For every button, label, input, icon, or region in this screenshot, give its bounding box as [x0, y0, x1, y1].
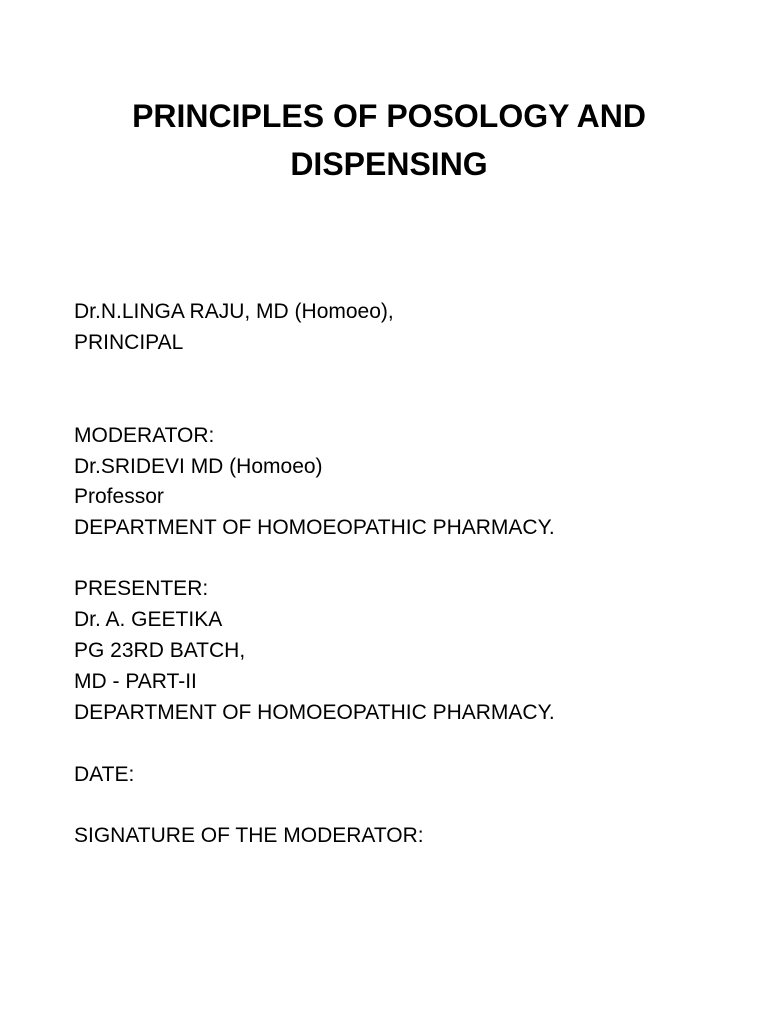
- presenter-department: DEPARTMENT OF HOMOEOPATHIC PHARMACY.: [74, 701, 555, 724]
- date-label: DATE:: [74, 763, 135, 786]
- presenter-heading: PRESENTER:: [74, 577, 209, 600]
- title-line-1: PRINCIPLES OF POSOLOGY AND: [132, 98, 646, 134]
- moderator-heading: MODERATOR:: [74, 424, 215, 447]
- moderator-department: DEPARTMENT OF HOMOEOPATHIC PHARMACY.: [74, 516, 555, 539]
- presenter-batch: PG 23RD BATCH,: [74, 639, 246, 662]
- moderator-name: Dr.SRIDEVI MD (Homoeo): [74, 455, 323, 478]
- document-title: [0, 92, 768, 188]
- signature-label: SIGNATURE OF THE MODERATOR:: [74, 824, 424, 847]
- principal-name: Dr.N.LINGA RAJU, MD (Homoeo),: [74, 300, 394, 323]
- presenter-part: MD - PART-II: [74, 670, 197, 693]
- title-line-2: DISPENSING: [290, 146, 488, 182]
- presenter-name: Dr. A. GEETIKA: [74, 608, 223, 631]
- moderator-designation: Professor: [74, 485, 164, 508]
- principal-role: PRINCIPAL: [74, 331, 184, 354]
